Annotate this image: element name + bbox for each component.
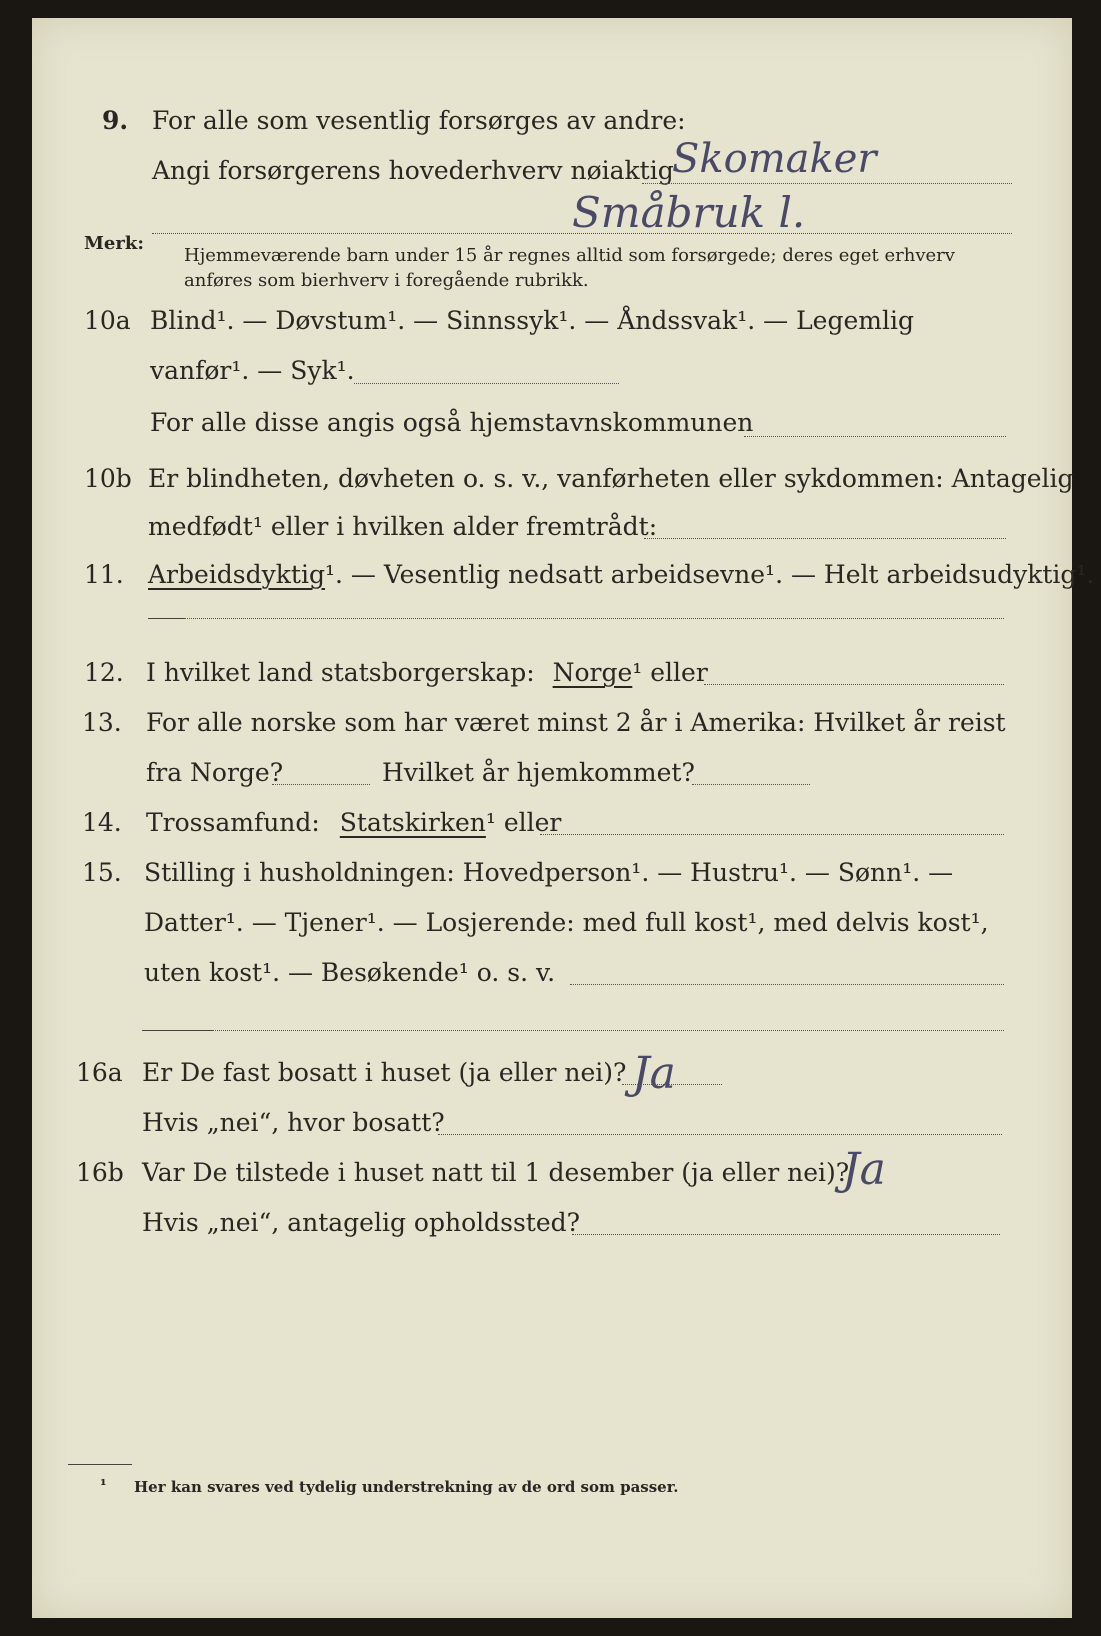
q11-dash <box>148 618 184 619</box>
q16a-answer-line <box>622 1084 722 1085</box>
q10b-answer-line <box>644 538 1006 539</box>
q12-rest: ¹ eller <box>632 658 708 687</box>
q16b-line1: Var De tilstede i huset natt til 1 desember (ja eller nei)? <box>142 1158 850 1187</box>
census-form-page <box>32 18 1095 1618</box>
question-number-14: 14. <box>82 808 122 837</box>
q12-answer-line <box>704 684 1004 685</box>
q10b-line2: medfødt¹ eller i hvilken alder fremtrådt: <box>148 512 658 541</box>
footnote-text: Her kan svares ved tydelig understrekning av de ord som passer. <box>134 1478 679 1496</box>
question-number-13: 13. <box>82 708 122 737</box>
q10a-line2: vanfør¹. — Syk¹. <box>150 356 355 385</box>
q9-answer-secondary: Småbruk l. <box>572 188 806 237</box>
q10a-answer-line <box>354 383 619 384</box>
question-number-11: 11. <box>84 560 124 589</box>
q14-question: Trossamfund: <box>146 808 320 837</box>
q13-emigrated-line <box>272 784 370 785</box>
q13-line1: For alle norske som har været minst 2 år i Amerika: Hvilket år reist <box>146 708 1006 737</box>
q9-answer-line2 <box>152 233 1012 234</box>
q16a-answer: Ja <box>632 1048 676 1099</box>
q13-returned-line <box>692 784 810 785</box>
q10b-line1: Er blindheten, døvheten o. s. v., vanførheten eller sykdommen: Antagelig <box>148 464 1074 493</box>
q11-option-arbeidsdyktig: Arbeidsdyktig <box>148 560 325 589</box>
q9-line2: Angi forsørgerens hovederhverv nøiaktig <box>152 156 674 185</box>
q14-answer-line <box>540 834 1004 835</box>
q10a-line3: For alle disse angis også hjemstavnskommunen <box>150 408 754 437</box>
q9-line1: For alle som vesentlig forsørges av andre: <box>152 106 686 135</box>
q14-text <box>146 808 561 837</box>
q9-answer-occupation: Skomaker <box>672 136 877 182</box>
q11-options-rest: ¹. — Vesentlig nedsatt arbeidsevne¹. — Helt arbeidsudyktig¹. <box>324 560 1095 589</box>
merk-line2: anføres som bierhverv i foregående rubrikk. <box>184 270 589 291</box>
q15-line3: uten kost¹. — Besøkende¹ o. s. v. <box>144 958 556 987</box>
q16b-line2: Hvis „nei“, antagelig opholdssted? <box>142 1208 581 1237</box>
question-number-12: 12. <box>84 658 124 687</box>
q15-line2: Datter¹. — Tjener¹. — Losjerende: med full kost¹, med delvis kost¹, <box>144 908 989 937</box>
q14-rest: ¹ eller <box>485 808 562 837</box>
q12-text <box>146 658 708 687</box>
question-number-15: 15. <box>82 858 122 887</box>
q15-line1: Stilling i husholdningen: Hovedperson¹. — Hustru¹. — Sønn¹. — <box>144 858 954 887</box>
q10a-hometown-line <box>744 436 1006 437</box>
footnote-mark: ¹ <box>100 1476 107 1494</box>
q12-question: I hvilket land statsborgerskap: <box>146 658 535 687</box>
question-number-9: 9. <box>102 106 129 135</box>
question-number-10b: 10b <box>84 464 132 493</box>
q15-extra-line <box>212 1030 1004 1031</box>
q13-line2a: fra Norge? <box>146 758 284 787</box>
q16a-line2: Hvis „nei“, hvor bosatt? <box>142 1108 445 1137</box>
merk-label: Merk: <box>84 233 144 254</box>
q14-option-statskirken: Statskirken <box>339 808 486 837</box>
q16a-line1: Er De fast bosatt i huset (ja eller nei)? <box>142 1058 627 1087</box>
question-number-16a: 16a <box>76 1058 123 1087</box>
q9-answer-line1 <box>642 183 1012 184</box>
q16a-residence-line <box>438 1134 1002 1135</box>
q16b-location-line <box>572 1234 1000 1235</box>
question-number-10a: 10a <box>84 306 131 335</box>
q13-line2b: Hvilket år hjemkommet? <box>382 758 695 787</box>
q10a-line1: Blind¹. — Døvstum¹. — Sinnssyk¹. — Åndssvak¹. — Legemlig <box>150 306 914 335</box>
q15-dash <box>142 1030 212 1031</box>
q11-answer-line <box>184 618 1004 619</box>
merk-line1: Hjemmeværende barn under 15 år regnes alltid som forsørgede; deres eget erhverv <box>184 245 955 266</box>
q16b-answer: Ja <box>842 1144 886 1195</box>
question-number-16b: 16b <box>76 1158 124 1187</box>
q15-answer-line <box>570 984 1004 985</box>
q11-options <box>148 560 1094 589</box>
footnote-rule <box>68 1464 132 1465</box>
q12-option-norge: Norge <box>552 658 633 687</box>
